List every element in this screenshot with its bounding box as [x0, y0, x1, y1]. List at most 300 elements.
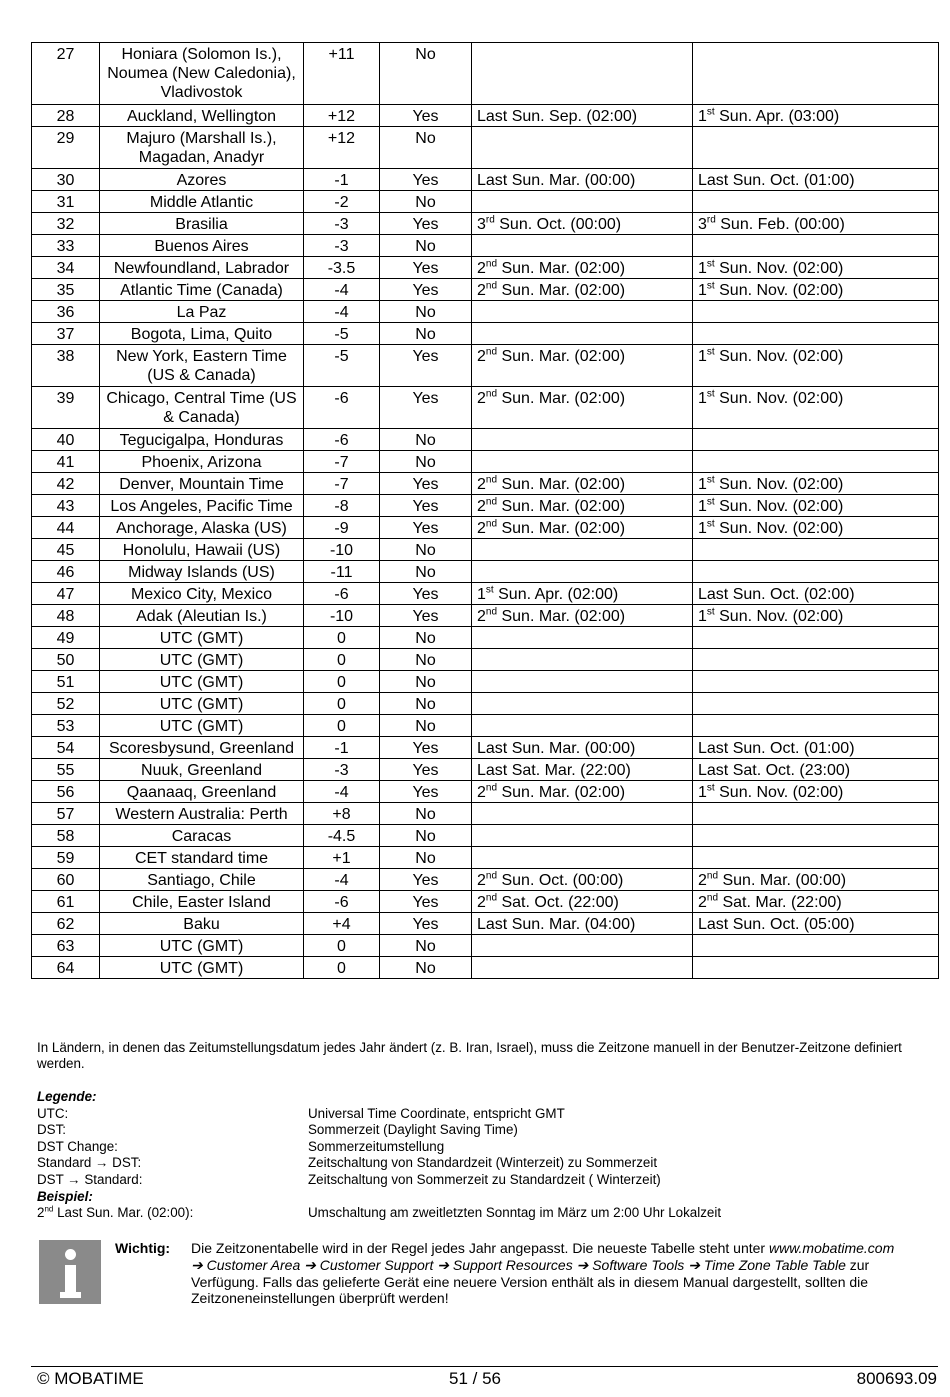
zone-number: 50	[32, 649, 100, 671]
dst-start	[472, 43, 693, 105]
dst-start: 2nd Sun. Mar. (02:00)	[472, 781, 693, 803]
dst-end	[693, 429, 939, 451]
utc-offset: -2	[304, 191, 380, 213]
dst-end	[693, 323, 939, 345]
utc-offset: -3	[304, 759, 380, 781]
dst-start	[472, 649, 693, 671]
dst-start: Last Sun. Mar. (00:00)	[472, 737, 693, 759]
zone-location: Chile, Easter Island	[100, 891, 304, 913]
dst-end	[693, 539, 939, 561]
dst-flag: No	[380, 693, 472, 715]
dst-start: 2nd Sun. Oct. (00:00)	[472, 869, 693, 891]
table-row	[32, 517, 939, 539]
legend-key: Standard → DST:	[37, 1155, 142, 1171]
legend-value: Sommerzeit (Daylight Saving Time)	[308, 1122, 518, 1138]
zone-number: 53	[32, 715, 100, 737]
zone-number: 33	[32, 235, 100, 257]
zone-number: 51	[32, 671, 100, 693]
legend-item	[37, 1172, 927, 1189]
zone-number: 57	[32, 803, 100, 825]
utc-offset: +8	[304, 803, 380, 825]
dst-start	[472, 539, 693, 561]
dst-end: 1st Sun. Nov. (02:00)	[693, 605, 939, 627]
utc-offset: +12	[304, 127, 380, 169]
dst-flag: Yes	[380, 257, 472, 279]
copyright: © MOBATIME	[37, 1369, 144, 1388]
utc-offset: -4	[304, 279, 380, 301]
dst-start	[472, 429, 693, 451]
dst-flag: No	[380, 429, 472, 451]
zone-location: Qaanaaq, Greenland	[100, 781, 304, 803]
dst-start	[472, 301, 693, 323]
utc-offset: +12	[304, 105, 380, 127]
legend-item	[37, 1122, 927, 1139]
dst-end: 1st Sun. Apr. (03:00)	[693, 105, 939, 127]
legend-title: Legende:	[37, 1089, 97, 1104]
legend-item	[37, 1139, 927, 1156]
table-row	[32, 583, 939, 605]
utc-offset: -1	[304, 169, 380, 191]
zone-location: Auckland, Wellington	[100, 105, 304, 127]
dst-end	[693, 825, 939, 847]
table-row	[32, 693, 939, 715]
zone-number: 34	[32, 257, 100, 279]
time-zone-table	[31, 42, 939, 979]
table-row	[32, 649, 939, 671]
table-row	[32, 539, 939, 561]
dst-end: Last Sat. Oct. (23:00)	[693, 759, 939, 781]
dst-start: 2nd Sun. Mar. (02:00)	[472, 257, 693, 279]
dst-start	[472, 825, 693, 847]
zone-location: UTC (GMT)	[100, 671, 304, 693]
zone-location: Majuro (Marshall Is.), Magadan, Anadyr	[100, 127, 304, 169]
dst-start	[472, 561, 693, 583]
table-row	[32, 913, 939, 935]
zone-location: Tegucigalpa, Honduras	[100, 429, 304, 451]
dst-end	[693, 715, 939, 737]
utc-offset: +1	[304, 847, 380, 869]
dst-end	[693, 671, 939, 693]
zone-location: Anchorage, Alaska (US)	[100, 517, 304, 539]
dst-end	[693, 191, 939, 213]
dst-end	[693, 301, 939, 323]
zone-location: New York, Eastern Time (US & Canada)	[100, 345, 304, 387]
utc-offset: +11	[304, 43, 380, 105]
zone-number: 56	[32, 781, 100, 803]
table-row	[32, 127, 939, 169]
dst-flag: No	[380, 715, 472, 737]
dst-end: Last Sun. Oct. (01:00)	[693, 737, 939, 759]
info-icon	[39, 1240, 101, 1304]
dst-flag: No	[380, 235, 472, 257]
legend-items	[37, 1106, 927, 1189]
dst-start	[472, 715, 693, 737]
dst-start: Last Sat. Mar. (22:00)	[472, 759, 693, 781]
utc-offset: -9	[304, 517, 380, 539]
zone-number: 54	[32, 737, 100, 759]
zone-number: 35	[32, 279, 100, 301]
table-row	[32, 891, 939, 913]
utc-offset: -3.5	[304, 257, 380, 279]
dst-flag: No	[380, 649, 472, 671]
utc-offset: -11	[304, 561, 380, 583]
dst-end: 1st Sun. Nov. (02:00)	[693, 781, 939, 803]
example-key: 2nd Last Sun. Mar. (02:00):	[37, 1204, 194, 1221]
zone-location: Santiago, Chile	[100, 869, 304, 891]
zone-location: Honiara (Solomon Is.), Noumea (New Caledonia), Vladivostok	[100, 43, 304, 105]
zone-location: Bogota, Lima, Quito	[100, 323, 304, 345]
dst-start: 2nd Sat. Oct. (22:00)	[472, 891, 693, 913]
zone-location: Azores	[100, 169, 304, 191]
table-row	[32, 605, 939, 627]
table-row	[32, 935, 939, 957]
dst-flag: Yes	[380, 583, 472, 605]
utc-offset: -4	[304, 781, 380, 803]
zone-number: 43	[32, 495, 100, 517]
dst-start: 2nd Sun. Mar. (02:00)	[472, 387, 693, 429]
dst-end: 2nd Sat. Mar. (22:00)	[693, 891, 939, 913]
dst-start: 1st Sun. Apr. (02:00)	[472, 583, 693, 605]
legend-item	[37, 1106, 927, 1123]
dst-flag: Yes	[380, 169, 472, 191]
dst-end: 1st Sun. Nov. (02:00)	[693, 495, 939, 517]
example-value: Umschaltung am zweitletzten Sonntag im März um 2:00 Uhr Lokalzeit	[308, 1205, 722, 1221]
zone-location: CET standard time	[100, 847, 304, 869]
table-row	[32, 957, 939, 979]
zone-location: UTC (GMT)	[100, 693, 304, 715]
zone-number: 27	[32, 43, 100, 105]
important-text: Die Zeitzonentabelle wird in der Regel jedes Jahr angepasst. Die neueste Tabelle steht unter www.mobatime.com ➔ Customer Area ➔ Customer Support ➔ Support Resources ➔ Software Tools ➔ Time Zone Table Table zur Verfügung. Falls das gelieferte Gerät eine neuere Version enthält als in diesem Manual dargestellt, sollten die Zeitzoneneinstellungen überprüft werden!	[191, 1240, 895, 1307]
dst-flag: No	[380, 451, 472, 473]
dst-flag: No	[380, 803, 472, 825]
footer-divider	[31, 1366, 938, 1367]
utc-offset: -6	[304, 583, 380, 605]
zone-location: Buenos Aires	[100, 235, 304, 257]
dst-end	[693, 43, 939, 105]
dst-flag: Yes	[380, 387, 472, 429]
legend	[37, 1089, 927, 1222]
dst-flag: No	[380, 561, 472, 583]
legend-key: DST:	[37, 1122, 67, 1138]
dst-flag: Yes	[380, 737, 472, 759]
dst-flag: No	[380, 301, 472, 323]
dst-start	[472, 803, 693, 825]
utc-offset: -3	[304, 235, 380, 257]
utc-offset: -5	[304, 345, 380, 387]
zone-number: 45	[32, 539, 100, 561]
table-row	[32, 105, 939, 127]
dst-start: 2nd Sun. Mar. (02:00)	[472, 345, 693, 387]
zone-number: 42	[32, 473, 100, 495]
dst-end: 1st Sun. Nov. (02:00)	[693, 257, 939, 279]
legend-key: UTC:	[37, 1105, 69, 1121]
dst-start	[472, 127, 693, 169]
important-notice	[39, 1240, 929, 1306]
utc-offset: 0	[304, 957, 380, 979]
dst-start	[472, 693, 693, 715]
dst-end: 1st Sun. Nov. (02:00)	[693, 387, 939, 429]
website-link[interactable]: www.mobatime.com	[768, 1240, 895, 1256]
menu-path: ➔ Customer Area ➔ Customer Support ➔ Support Resources ➔ Software Tools ➔ Time Zone Table Table	[191, 1256, 846, 1273]
dst-start: 2nd Sun. Mar. (02:00)	[472, 473, 693, 495]
dst-flag: Yes	[380, 279, 472, 301]
dst-end: Last Sun. Oct. (02:00)	[693, 583, 939, 605]
dst-flag: Yes	[380, 517, 472, 539]
dst-start: 2nd Sun. Mar. (02:00)	[472, 279, 693, 301]
zone-location: UTC (GMT)	[100, 649, 304, 671]
zone-location: La Paz	[100, 301, 304, 323]
zone-location: Nuuk, Greenland	[100, 759, 304, 781]
table-row	[32, 257, 939, 279]
dst-end	[693, 235, 939, 257]
dst-flag: Yes	[380, 345, 472, 387]
zone-number: 52	[32, 693, 100, 715]
zone-number: 64	[32, 957, 100, 979]
page-number: 51 / 56	[449, 1369, 501, 1388]
zone-number: 58	[32, 825, 100, 847]
table-row	[32, 825, 939, 847]
table-row	[32, 323, 939, 345]
dst-flag: Yes	[380, 759, 472, 781]
table-row	[32, 781, 939, 803]
table-row	[32, 387, 939, 429]
table-row	[32, 759, 939, 781]
table-row	[32, 803, 939, 825]
dst-start	[472, 627, 693, 649]
utc-offset: -4.5	[304, 825, 380, 847]
zone-location: UTC (GMT)	[100, 715, 304, 737]
table-row	[32, 451, 939, 473]
dst-end	[693, 693, 939, 715]
dst-flag: No	[380, 671, 472, 693]
example-row	[37, 1205, 927, 1222]
dst-flag: Yes	[380, 891, 472, 913]
utc-offset: -7	[304, 451, 380, 473]
dst-start	[472, 935, 693, 957]
table-row	[32, 169, 939, 191]
zone-number: 59	[32, 847, 100, 869]
dst-flag: No	[380, 627, 472, 649]
table-row	[32, 627, 939, 649]
dst-flag: No	[380, 127, 472, 169]
dst-start: 2nd Sun. Mar. (02:00)	[472, 495, 693, 517]
zone-number: 30	[32, 169, 100, 191]
zone-number: 31	[32, 191, 100, 213]
utc-offset: 0	[304, 935, 380, 957]
dst-start	[472, 235, 693, 257]
table-row	[32, 213, 939, 235]
dst-flag: No	[380, 825, 472, 847]
zone-number: 62	[32, 913, 100, 935]
zone-number: 63	[32, 935, 100, 957]
utc-offset: -1	[304, 737, 380, 759]
zone-location: Brasilia	[100, 213, 304, 235]
zone-number: 47	[32, 583, 100, 605]
dst-end	[693, 127, 939, 169]
zone-number: 36	[32, 301, 100, 323]
legend-value: Sommerzeitumstellung	[308, 1138, 445, 1154]
utc-offset: 0	[304, 671, 380, 693]
dst-end	[693, 935, 939, 957]
utc-offset: 0	[304, 627, 380, 649]
table-row	[32, 495, 939, 517]
dst-start	[472, 191, 693, 213]
table-row	[32, 279, 939, 301]
dst-end	[693, 649, 939, 671]
legend-value: Zeitschaltung von Standardzeit (Winterzeit) zu Sommerzeit	[308, 1155, 658, 1171]
utc-offset: -10	[304, 605, 380, 627]
dst-flag: Yes	[380, 105, 472, 127]
dst-start: Last Sun. Mar. (04:00)	[472, 913, 693, 935]
table-row	[32, 671, 939, 693]
important-label: Wichtig:	[115, 1240, 171, 1256]
dst-end	[693, 451, 939, 473]
dst-start: 2nd Sun. Mar. (02:00)	[472, 605, 693, 627]
dst-flag: Yes	[380, 213, 472, 235]
dst-end: Last Sun. Oct. (05:00)	[693, 913, 939, 935]
zone-number: 41	[32, 451, 100, 473]
dst-flag: Yes	[380, 781, 472, 803]
zone-number: 55	[32, 759, 100, 781]
zone-location: Baku	[100, 913, 304, 935]
dst-flag: No	[380, 191, 472, 213]
utc-offset: -3	[304, 213, 380, 235]
zone-location: Denver, Mountain Time	[100, 473, 304, 495]
dst-end	[693, 561, 939, 583]
table-row	[32, 869, 939, 891]
dst-start	[472, 451, 693, 473]
zone-number: 46	[32, 561, 100, 583]
dst-note: In Ländern, in denen das Zeitumstellungsdatum jedes Jahr ändert (z. B. Iran, Israel), muss die Zeitzone manuell in der Benutzer-Zeitzone definiert werden.	[37, 1040, 902, 1071]
dst-start: Last Sun. Mar. (00:00)	[472, 169, 693, 191]
dst-flag: Yes	[380, 869, 472, 891]
dst-end	[693, 627, 939, 649]
utc-offset: 0	[304, 693, 380, 715]
utc-offset: -6	[304, 387, 380, 429]
dst-end: 1st Sun. Nov. (02:00)	[693, 279, 939, 301]
zone-number: 40	[32, 429, 100, 451]
table-row	[32, 561, 939, 583]
utc-offset: -5	[304, 323, 380, 345]
zone-number: 39	[32, 387, 100, 429]
zone-location: UTC (GMT)	[100, 627, 304, 649]
zone-location: Midway Islands (US)	[100, 561, 304, 583]
legend-value: Zeitschaltung von Sommerzeit zu Standardzeit ( Winterzeit)	[308, 1171, 661, 1187]
utc-offset: -6	[304, 891, 380, 913]
zone-location: UTC (GMT)	[100, 935, 304, 957]
dst-end: 1st Sun. Nov. (02:00)	[693, 473, 939, 495]
dst-flag: No	[380, 935, 472, 957]
zone-number: 60	[32, 869, 100, 891]
legend-value: Universal Time Coordinate, entspricht GMT	[308, 1105, 565, 1121]
table-row	[32, 847, 939, 869]
dst-start: Last Sun. Sep. (02:00)	[472, 105, 693, 127]
dst-start: 3rd Sun. Oct. (00:00)	[472, 213, 693, 235]
zone-number: 38	[32, 345, 100, 387]
zone-location: Phoenix, Arizona	[100, 451, 304, 473]
dst-start: 2nd Sun. Mar. (02:00)	[472, 517, 693, 539]
dst-end: 3rd Sun. Feb. (00:00)	[693, 213, 939, 235]
table-row	[32, 301, 939, 323]
utc-offset: -10	[304, 539, 380, 561]
zone-location: Los Angeles, Pacific Time	[100, 495, 304, 517]
dst-start	[472, 323, 693, 345]
dst-end	[693, 957, 939, 979]
utc-offset: -4	[304, 869, 380, 891]
table-row	[32, 191, 939, 213]
dst-end: 1st Sun. Nov. (02:00)	[693, 517, 939, 539]
dst-flag: Yes	[380, 913, 472, 935]
document-number: 800693.09	[856, 1369, 937, 1388]
dst-flag: No	[380, 957, 472, 979]
zone-number: 32	[32, 213, 100, 235]
dst-end: 2nd Sun. Mar. (00:00)	[693, 869, 939, 891]
zone-location: Newfoundland, Labrador	[100, 257, 304, 279]
legend-key: DST → Standard:	[37, 1171, 143, 1187]
zone-location: Adak (Aleutian Is.)	[100, 605, 304, 627]
table-row	[32, 235, 939, 257]
dst-end	[693, 803, 939, 825]
utc-offset: 0	[304, 649, 380, 671]
dst-start	[472, 957, 693, 979]
dst-flag: Yes	[380, 605, 472, 627]
example-title: Beispiel:	[37, 1188, 93, 1204]
table-row	[32, 345, 939, 387]
dst-start	[472, 847, 693, 869]
zone-location: Western Australia: Perth	[100, 803, 304, 825]
dst-end: Last Sun. Oct. (01:00)	[693, 169, 939, 191]
utc-offset: +4	[304, 913, 380, 935]
zone-location: Mexico City, Mexico	[100, 583, 304, 605]
zone-location: Atlantic Time (Canada)	[100, 279, 304, 301]
dst-flag: Yes	[380, 495, 472, 517]
zone-number: 48	[32, 605, 100, 627]
zone-number: 37	[32, 323, 100, 345]
table-row	[32, 43, 939, 105]
zone-location: UTC (GMT)	[100, 957, 304, 979]
dst-flag: No	[380, 43, 472, 105]
zone-number: 44	[32, 517, 100, 539]
legend-item	[37, 1155, 927, 1172]
utc-offset: -6	[304, 429, 380, 451]
table-row	[32, 473, 939, 495]
dst-end: 1st Sun. Nov. (02:00)	[693, 345, 939, 387]
zone-number: 28	[32, 105, 100, 127]
zone-number: 61	[32, 891, 100, 913]
zone-location: Scoresbysund, Greenland	[100, 737, 304, 759]
utc-offset: -7	[304, 473, 380, 495]
zone-number: 49	[32, 627, 100, 649]
zone-location: Chicago, Central Time (US & Canada)	[100, 387, 304, 429]
dst-flag: No	[380, 539, 472, 561]
dst-flag: No	[380, 323, 472, 345]
table-row	[32, 715, 939, 737]
time-zone-table-body	[32, 43, 939, 979]
dst-end	[693, 847, 939, 869]
table-row	[32, 737, 939, 759]
utc-offset: 0	[304, 715, 380, 737]
dst-flag: Yes	[380, 473, 472, 495]
dst-flag: No	[380, 847, 472, 869]
utc-offset: -8	[304, 495, 380, 517]
zone-location: Middle Atlantic	[100, 191, 304, 213]
dst-start	[472, 671, 693, 693]
zone-location: Honolulu, Hawaii (US)	[100, 539, 304, 561]
utc-offset: -4	[304, 301, 380, 323]
zone-number: 29	[32, 127, 100, 169]
zone-location: Caracas	[100, 825, 304, 847]
legend-key: DST Change:	[37, 1138, 118, 1154]
